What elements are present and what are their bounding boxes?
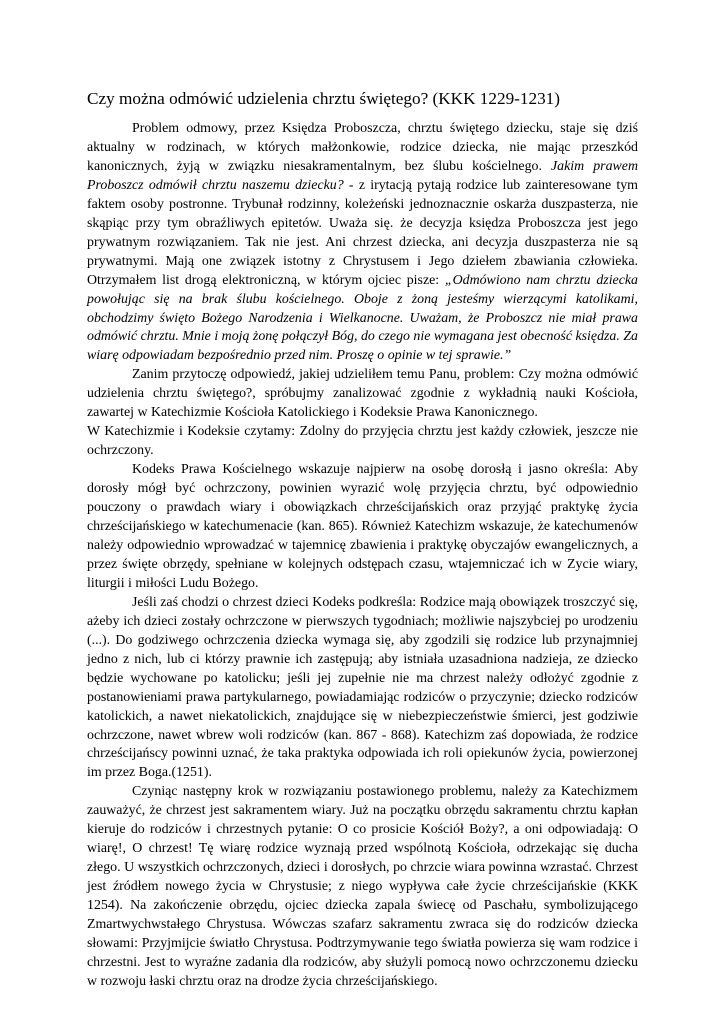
paragraph: [87, 461, 638, 594]
text-span: Problem odmowy, przez Księdza Proboszcza, chrztu świętego dziecku, staje się dziś aktualny w rodzinach, w których małżonkowie, rodzice dziecka, nie mając przeszkód kanonicznych, żyją w związku niesakramentalnym, bez ślubu kościelnego.: [87, 121, 638, 174]
text-span: - z irytacją pytają rodzice lub zainteresowane tym faktem osoby postronne. Trybunał rodzinny, koleżeński jednoznacznie oskarża duszpasterza, nie skąpiąc przy tym obraźliwych epitetów. Uważa się. że decyzja księdza Proboszcza jest jego prywatnym rozwiązaniem. Tak nie jest. Ani chrzest dziecka, ani decyzja duszpasterza nie są prywatnymi. Mają one związek istotny z Chrystusem i Jego dziełem zbawiania człowieka. Otrzymałem list drogą elektroniczną, w którym ojciec pisze:: [87, 177, 638, 288]
italic-text-span: „Odmówiono nam chrztu dziecka powołując się na brak ślubu kościelnego. Oboje z żoną jesteśmy wierzącymi katolikami, obchodzimy święto Bożego Narodzenia i Wielkanocne. Uważam, że Proboszcz nie miał prawa odmówić chrztu. Mnie i moją żonę połączył Bóg, do czego nie wymagana jest obecność księdza. Za wiarę odpowiadam bezpośrednio przed nim. Proszę o opinie w tej sprawie.”: [87, 272, 638, 364]
document-body: [87, 120, 638, 992]
paragraph: [87, 423, 638, 461]
text-span: Kodeks Prawa Kościelnego wskazuje najpierw na osobę dorosłą i jasno określa: Aby dorosły mógł być ochrzczony, powinien wyrazić wolę przyjęcia chrztu, być odpowiednio pouczony o prawdach wiary i obowiązkach chrześcijańskich oraz przyjąć praktykę życia chrześcijańskiego w katechumenacie (kan. 865). Również Katechizm wskazuje, że katechumenów należy odpowiednio wprowadzać w tajemnicę zbawienia i praktykę obyczajów ewangelicznych, a przez święte obrzędy, spełniane w kolejnych odstępach czasu, wtajemniczać ich w Zycie wiary, liturgii i miłości Ludu Bożego.: [87, 462, 638, 591]
paragraph: [87, 366, 638, 423]
text-span: Zanim przytoczę odpowiedź, jakiej udzieliłem temu Panu, problem: Czy można odmówić udzielenia chrztu świętego?, spróbujmy zanalizować zgodnie z wykładnią nauki Kościoła, zawartej w Katechizmie Kościoła Katolickiego i Kodeksie Prawa Kanonicznego.: [87, 367, 638, 421]
document-title: Czy można odmówić udzielenia chrztu świętego? (KKK 1229-1231): [87, 89, 560, 108]
paragraph: [87, 120, 638, 366]
italic-text-span: Jakim prawem Proboszcz odmówił chrztu naszemu dziecku?: [87, 158, 638, 193]
text-span: Czyniąc następny krok w rozwiązaniu postawionego problemu, należy za Katechizmem zauważyć, że chrzest jest sakramentem wiary. Już na początku obrzędu sakramentu chrztu kapłan kieruje do rodziców i chrzestnych pytanie: O co prosicie Kościół Boży?, a oni odpowiadają: O wiarę!, O chrzest! Tę wiarę rodzice wyznają przed wspólnotą Kościoła, odrzekając się ducha złego. U wszystkich ochrzczonych, dzieci i dorosłych, po chrzcie wiara powinna wzrastać. Chrzest jest źródłem nowego życia w Chrystusie; z niego wypływa całe życie chrześcijańskie (KKK 1254). Na zakończenie obrzędu, ojciec dziecka zapala świecę od Paschału, symbolizującego Zmartwychwstałego Chrystusa. Wówczas szafarz sakramentu zwraca się do rodziców dziecka słowami: Przyjmijcie światło Chrystusa. Podtrzymywanie tego światła powierza się wam rodzice i chrzestni. Jest to wyraźne zadania dla rodziców, aby służyli pomocą nowo ochrzczonemu dziecku w rozwoju łaski chrztu oraz na drodze życia chrześcijańskiego.: [87, 784, 638, 989]
paragraph: [87, 594, 638, 784]
paragraph: [87, 783, 638, 991]
text-span: Jeśli zaś chodzi o chrzest dzieci Kodeks podkreśla: Rodzice mają obowiązek troszczyć się, ażeby ich dzieci zostały ochrzczone w pierwszych tygodniach; możliwie najszybciej po urodzeniu (...). Do godziwego ochrzczenia dziecka wymaga się, aby zgodzili się rodzice lub przynajmniej jedno z nich, lub ci którzy prawnie ich zastępują; aby istniała uzasadniona nadzieja, ze dziecko będzie wychowane po katolicku; jeśli jej zupełnie nie ma chrzest należy odłożyć zgodnie z postanowieniami prawa partykularnego, powiadamiając rodziców o przyczynie; dziecko rodziców katolickich, a nawet niekatolickich, znajdujące się w niebezpieczeństwie śmierci, jest godziwie ochrzczone, nawet wbrew woli rodziców (kan. 867 - 868). Katechizm zaś dopowiada, że rodzice chrześcijańscy powinni uznać, że taka praktyka odpowiada ich roli opiekunów życia, powierzonej im przez Boga.(1251).: [87, 594, 638, 781]
text-span: W Katechizmie i Kodeksie czytamy: Zdolny do przyjęcia chrztu jest każdy człowiek, jeszcze nie ochrzczony.: [87, 424, 638, 459]
